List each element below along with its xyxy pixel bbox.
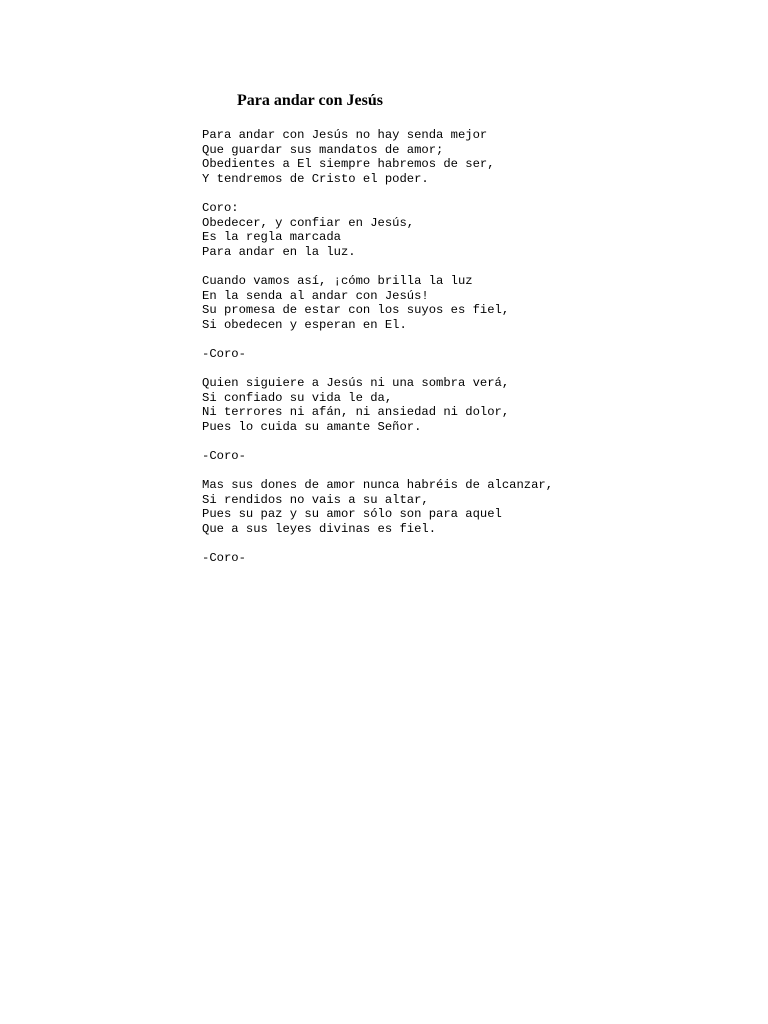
- chorus-repeat-label: -Coro-: [202, 551, 246, 566]
- lyric-line: Mas sus dones de amor nunca habréis de alcanzar,: [202, 478, 554, 493]
- lyric-line: Si confiado su vida le da,: [202, 390, 393, 405]
- lyric-line: Si obedecen y esperan en El.: [202, 317, 407, 332]
- lyric-line: Que guardar sus mandatos de amor;: [202, 142, 444, 157]
- chorus-marker: [202, 449, 722, 464]
- lyric-line: Y tendremos de Cristo el poder.: [202, 171, 429, 186]
- lyrics-body: [202, 128, 722, 580]
- lyric-line: Obedientes a El siempre habremos de ser,: [202, 157, 495, 172]
- lyric-line: Es la regla marcada: [202, 230, 341, 245]
- lyric-line: Quien siguiere a Jesús ni una sombra verá,: [202, 376, 510, 391]
- lyric-line: En la senda al andar con Jesús!: [202, 288, 429, 303]
- lyric-line: Pues su paz y su amor sólo son para aquel: [202, 507, 502, 522]
- lyric-line: Que a sus leyes divinas es fiel.: [202, 522, 437, 537]
- lyric-line: Su promesa de estar con los suyos es fiel,: [202, 303, 510, 318]
- lyric-line: Obedecer, y confiar en Jesús,: [202, 215, 415, 230]
- lyric-line: Ni terrores ni afán, ni ansiedad ni dolor,: [202, 405, 510, 420]
- lyric-line: Para andar en la luz.: [202, 244, 356, 259]
- chorus-repeat-label: -Coro-: [202, 346, 246, 361]
- lyric-line: Pues lo cuida su amante Señor.: [202, 419, 422, 434]
- chorus-marker: [202, 551, 722, 566]
- stanza-verse-2: [202, 274, 722, 332]
- song-title: Para andar con Jesús: [237, 92, 383, 109]
- stanza-verse-3: [202, 376, 722, 434]
- stanza-chorus: [202, 201, 722, 259]
- lyric-line: Si rendidos no vais a su altar,: [202, 492, 429, 507]
- stanza-verse-1: [202, 128, 722, 186]
- chorus-marker: [202, 347, 722, 362]
- chorus-heading: Coro:: [202, 200, 239, 215]
- stanza-verse-4: [202, 478, 722, 536]
- chorus-repeat-label: -Coro-: [202, 449, 246, 464]
- lyric-line: Para andar con Jesús no hay senda mejor: [202, 128, 488, 142]
- lyric-line: Cuando vamos así, ¡cómo brilla la luz: [202, 273, 473, 288]
